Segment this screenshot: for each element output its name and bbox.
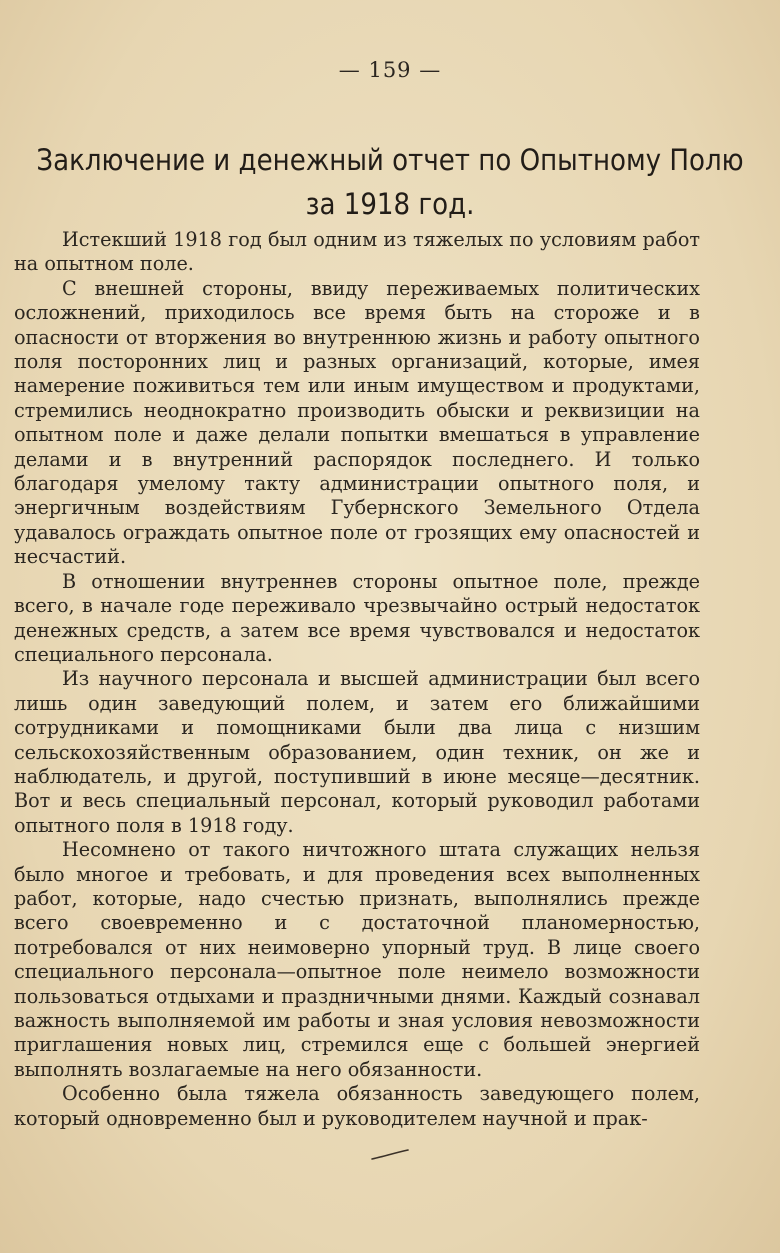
page-number: — 159 — [338,58,442,82]
title-line-1: Заключение и денежный отчет по Опытному Полю [36,143,744,177]
paragraph-5: Несомнено от такого ничтожного штата служащих нельзя было многое и требовать, и для проведения всех выполненных работ, которые, надо счестью признать, выполнялись прежде всего своевременно и с достаточной планомерностью, потребовался от них неимоверно упорный труд. В лице своего специального персонала—опытное поле неимело возможности пользоваться отдыхами и праздничными днями. Каждый сознавал важность выполняемой им работы и зная условия невозможности приглашения новых лиц, стремился еще с большей энергией выполнять возлагаемые на него обязанности. [14,838,700,1081]
ink-mark-icon [370,1148,412,1162]
page-title [20,138,760,226]
paragraph-4: Из научного персонала и высшей администрации был всего лишь один заведующий полем, и затем его ближайшими сотрудниками и помощниками были два лица с низшим сельскохозяйственным образованием, один техник, он же и наблюдатель, и другой, поступивший в июне месяце—десятник. Вот и весь специальный персонал, который руководил работами опытного поля в 1918 году. [14,667,700,837]
paragraph-1: Истекший 1918 год был одним из тяжелых по условиям работ на опытном поле. [14,228,700,276]
title-line-2: за 1918 год. [305,187,475,221]
body-text [14,228,700,1131]
paragraph-2: С внешней стороны, ввиду переживаемых политических осложнений, приходилось все время быть на стороже и в опасности от вторжения во внутреннюю жизнь и работу опытного поля посторонних лиц и разных организаций, которые, имея намерение поживиться тем или иным имуществом и продуктами, стремились неоднократно производить обыски и реквизиции на опытном поле и даже делали попытки вмешаться в управление делами и в внутренний распорядок последнего. И только благодаря умелому такту администрации опытного поля, и энергичным воздействиям Губернского Земельного Отдела удавалось ограждать опытное поле от грозящих ему опасностей и несчастий. [14,276,700,569]
paragraph-6: Особенно была тяжела обязанность заведующего полем, который одновременно был и руководителем научной и прак- [14,1082,700,1130]
paragraph-3: В отношении внутреннев стороны опытное поле, прежде всего, в начале годе переживало чрезвычайно острый недостаток денежных средств, а затем все время чувствовался и недостаток специального персонала. [14,569,700,666]
